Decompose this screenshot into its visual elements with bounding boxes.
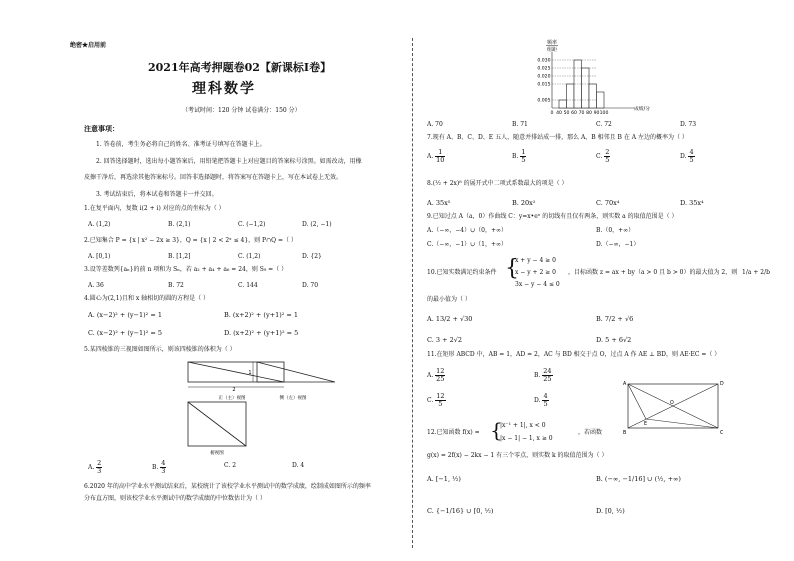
exam-info: （考试时间：120 分钟 试卷满分：150 分）: [182, 107, 301, 114]
option-c: C. 3 + 2√2: [427, 336, 463, 344]
fraction: $\frac{4}{5}$: [543, 392, 548, 408]
question-10-expression: 1/a + 2/b: [742, 269, 770, 276]
note-line: 1. 答卷前，考生务必将自己的姓名、准考证号填写在答题卡上。: [96, 141, 266, 148]
top-view-figure: [182, 398, 282, 458]
note-line: 皮擦干净后，再选涂其他答案标号。回答非选择题时，将答案写在答题卡上，写在本试卷上无效。: [84, 174, 343, 181]
piecewise-case: |x⁻¹ + 1|, x < 0: [500, 422, 546, 429]
option-a: A. [−1, ½): [427, 475, 461, 483]
option-b: B.（0，+∞）: [596, 227, 635, 234]
question-12-tail: ，若函数: [578, 429, 603, 436]
constraint: x − y + 2 ≥ 0: [515, 269, 556, 276]
option-b: B. (x+2)² + (y+1)² = 1: [224, 311, 299, 319]
brace-symbol: {: [505, 256, 519, 281]
top-view-label: 俯视图: [210, 451, 224, 456]
side-view-label: 侧（左）视图: [279, 396, 307, 401]
point-label-c: C: [720, 431, 724, 436]
fraction: $\frac{2}{5}$: [605, 148, 610, 164]
histogram-bar: [597, 92, 605, 108]
option-d: D. [0, ½): [596, 507, 625, 515]
option-a: A. 35x⁵: [427, 199, 451, 207]
option-d: D.（−∞，−1）: [596, 241, 640, 248]
question-9-stem: 9.已知过点 A（a，0）作曲线 C：y=x•eˣ 的切线有且仅有两条，则实数 a 的取值范围是（ ）: [427, 213, 678, 220]
x-axis-label: 成绩/分: [633, 107, 651, 112]
option-b: B. $\frac{1}{5}$: [512, 148, 526, 164]
option-a: A. (1,2): [88, 221, 111, 228]
histogram-bar: [589, 84, 597, 108]
point-label-d: D: [720, 382, 724, 387]
option-a: A. 70: [427, 121, 443, 128]
question-12-lead: 12.已知函数 f(x) =: [427, 429, 480, 436]
question-10-lead: 10.已知实数满足约束条件: [427, 269, 497, 276]
option-d: D. (x+2)² + (y+1)² = 5: [224, 329, 299, 337]
column-divider: [412, 38, 413, 548]
constraint: 3x − y − 4 ≤ 0: [515, 281, 560, 288]
x-tick-label: 60: [571, 111, 577, 116]
note-line: 2. 回答选择题时，选出每小题答案后，用铅笔把答题卡上对应题目的答案标号涂黑。如需改动，用橡: [96, 158, 362, 165]
y-axis-label-top: 频率: [546, 40, 558, 46]
option-d: D. 73: [680, 121, 697, 128]
option-a: A. [0,1): [88, 253, 111, 260]
option-c: C. {−1/16} ∪ [0, ½): [427, 507, 494, 515]
option-b: B. $\frac{4}{3}$: [152, 459, 166, 475]
piecewise-case: |x − 1| − 1, x ≥ 0: [500, 435, 553, 442]
y-axis-label-bottom: 组距: [546, 47, 558, 53]
fraction: $\frac{24}{25}$: [543, 367, 552, 383]
question-8-stem: 8.(½ + 2x)⁸ 的展开式中二项式系数最大的项是（ ）: [427, 180, 568, 187]
option-b: B. 72: [168, 282, 184, 289]
secret-mark: 绝密★启用前: [70, 42, 107, 49]
x-tick-label: 50: [563, 111, 570, 116]
dimension-label: 2: [232, 387, 236, 393]
rectangle-figure: [620, 378, 730, 438]
option-c: C. (x−2)² + (y−1)² = 5: [88, 329, 163, 337]
histogram-bar: [567, 84, 575, 108]
y-tick-label: 0.025: [537, 66, 551, 72]
fraction: $\frac{4}{3}$: [161, 459, 166, 475]
option-a: A. $\frac{2}{3}$: [88, 459, 102, 475]
y-tick-label: 0.020: [537, 74, 551, 80]
question-6-line: 分布直方图，则该校学业水平测试中的数学成绩的中位数估计为（ ）: [84, 495, 266, 502]
question-3-stem: 3.设等差数列{aₙ}的前 n 项和为 Sₙ，若 a₂ + a₄ + a₆ = 24，则 S₉ =（ ）: [84, 266, 288, 273]
fraction: $\frac{2}{3}$: [97, 459, 102, 475]
option-a: A. $\frac{12}{25}$: [427, 367, 445, 383]
question-2-stem: 2.已知集合 P = {x | x² − 2x ≥ 3}，Q = {x | 2 < 2ˣ ≤ 4}，则 P∩Q =（ ）: [84, 237, 297, 244]
point-label-o: O: [670, 401, 674, 406]
option-c: C. 144: [238, 282, 258, 289]
option-d: D. $\frac{4}{5}$: [680, 148, 694, 164]
constraint: x + y − 4 ≥ 0: [515, 257, 556, 264]
point-label-b: B: [623, 431, 627, 436]
segment-ae: [628, 384, 646, 419]
option-d: D. 35x⁴: [680, 199, 704, 207]
option-b: B. [1,2]: [168, 253, 191, 260]
question-12-line: g(x) = 2f(x) − 2kx − 1 有三个零点，则实数 k 的取值范围为（ ）: [427, 452, 608, 459]
histogram-bar: [582, 68, 590, 108]
point-label-e: E: [644, 422, 648, 427]
option-b: B. 71: [512, 121, 528, 128]
histogram-bar: [559, 100, 567, 108]
dimension-label: 1: [248, 370, 252, 376]
option-c: C. 72: [596, 121, 612, 128]
side-view-figure: [247, 358, 347, 403]
fraction: $\frac{4}{5}$: [689, 148, 694, 164]
option-d: D. 70: [302, 282, 319, 289]
x-tick-label: 0: [550, 111, 554, 116]
point-label-a: A: [623, 382, 627, 387]
option-c: C. (−1,2): [238, 221, 266, 228]
segment-ec: [646, 419, 718, 428]
question-10-line: 的最小值为（ ）: [427, 296, 471, 303]
option-c: C.（−∞，−1）∪（1，+∞）: [427, 241, 508, 248]
question-1-stem: 1.在复平面内，复数 i(2 + i) 对应的点的坐标为（ ）: [84, 205, 225, 212]
question-4-stem: 4.圆心为(2,1)且和 x 轴相切的圆的方程是（ ）: [84, 295, 210, 302]
option-d: D. (2, −1): [302, 221, 332, 228]
option-b: B. 20x²: [512, 199, 536, 207]
x-tick-label: 100: [599, 111, 609, 116]
x-tick-label: 40: [556, 111, 562, 116]
x-tick-label: 80: [586, 111, 592, 116]
option-a: A. (x−2)² + (y−1)² = 1: [88, 311, 162, 319]
option-a: A. $\frac{1}{10}$: [427, 148, 445, 164]
top-view-diagonal: [188, 402, 246, 446]
option-b: B. (−∞, −1/16] ∪ (½, +∞): [596, 475, 681, 483]
option-a: A. 13/2 + √30: [427, 315, 473, 323]
side-view-triangle: [257, 362, 335, 382]
fraction: $\frac{12}{5}$: [436, 392, 445, 408]
option-c: C. 70x⁴: [596, 199, 620, 207]
option-a: A. 36: [88, 282, 104, 289]
x-tick-label: 90: [593, 111, 600, 116]
question-6-line: 6.2020 年的高中学业水平测试结束后，某校统计了该校学业水平测试中的数学成绩，绘制成如图所示的频率: [84, 483, 371, 490]
question-5-stem: 5.某四棱锥的三视图如图所示，则该四棱锥的体积为（ ）: [84, 346, 236, 353]
front-view-label: 正（主）视图: [218, 396, 246, 401]
exam-title: 2021年高考押题卷02【新课标Ⅰ卷】: [148, 61, 332, 74]
question-10-tail: ，目标函数 z = ax + by（a > 0 且 b > 0）的最大值为 2，则: [568, 269, 738, 276]
y-tick-label: 0.005: [537, 98, 551, 104]
fraction: $\frac{1}{10}$: [436, 148, 445, 164]
option-b: B. 7/2 + √6: [596, 315, 634, 323]
fraction: $\frac{12}{25}$: [436, 367, 445, 383]
option-c: C. 2: [224, 462, 237, 469]
histogram-chart: [522, 38, 672, 118]
option-b: B. (2,1): [168, 221, 191, 228]
x-tick-label: 70: [578, 111, 585, 116]
option-d: D. $\frac{4}{5}$: [534, 392, 548, 408]
option-c: C. $\frac{12}{5}$: [427, 392, 445, 408]
notes-heading: 注意事项：: [84, 124, 119, 133]
option-d: D. {2}: [302, 253, 322, 260]
fraction: $\frac{1}{5}$: [521, 148, 526, 164]
y-tick-label: 0.030: [537, 58, 551, 64]
question-11-stem: 11.在矩形 ABCD 中，AB = 1，AD = 2，AC 与 BD 相交于点 O，过点 A 作 AE ⊥ BD，则 AE·EC =（ ）: [427, 351, 721, 358]
option-b: B. $\frac{24}{25}$: [534, 367, 552, 383]
note-line: 3. 考试结束后，将本试卷和答题卡一并交回。: [96, 191, 218, 198]
option-c: C. $\frac{2}{5}$: [596, 148, 610, 164]
option-a: A.（−∞，−4）∪（0，+∞）: [427, 227, 507, 234]
subject-title: 理科数学: [192, 81, 256, 97]
y-tick-label: 0.015: [537, 82, 551, 88]
brace-symbol: {: [490, 418, 503, 442]
option-c: C. (1,2): [238, 253, 261, 260]
option-d: D. 5 + 6√2: [596, 336, 632, 344]
option-d: D. 4: [292, 462, 305, 469]
question-7-stem: 7.现有 A、B、C、D、E 五人，随意并排站成一排，那么 A、B 相邻且 B 在 A 左边的概率为（ ）: [427, 134, 688, 141]
